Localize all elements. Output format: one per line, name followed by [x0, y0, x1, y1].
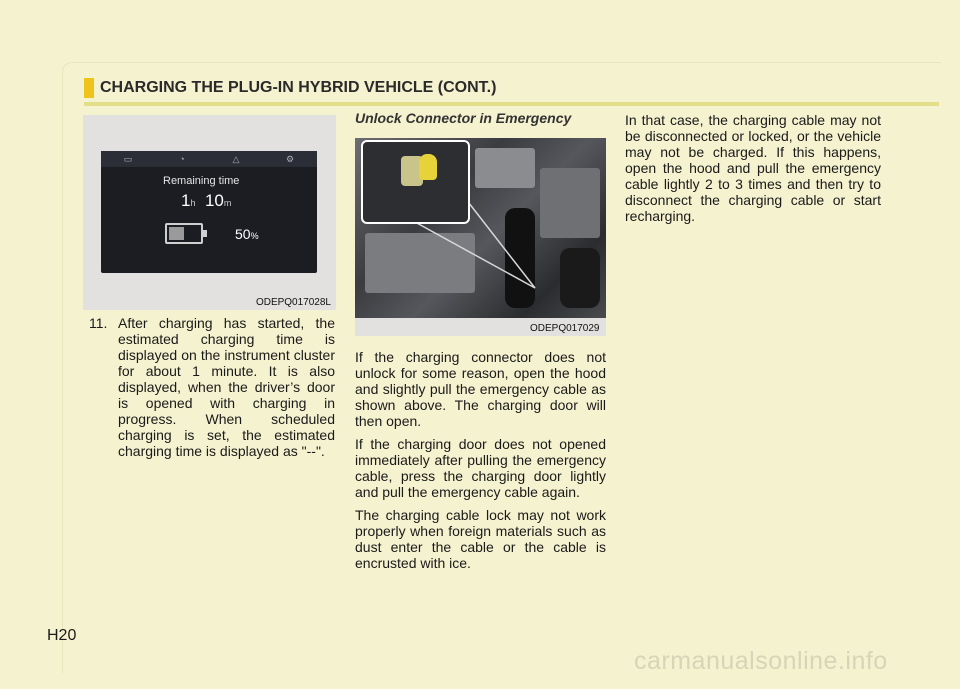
- engine-bay-figure: [355, 138, 606, 336]
- battery-icon: [165, 223, 203, 244]
- page-number: H20: [47, 627, 77, 644]
- cluster-icon-bar: [101, 151, 317, 167]
- gauge-icon: ◔: [179, 154, 185, 164]
- figure-code: ODEPQ017029: [527, 322, 603, 335]
- hand-icon: [419, 154, 437, 180]
- zoom-inset: [361, 140, 470, 224]
- hours-unit: h: [190, 198, 196, 208]
- list-text: After charging has started, the estimated charging time is displayed on the instrument cluster for about 1 minute. It is also displayed, when the driver’s door is opened with charging in progress. When scheduled charging is set, the estimated charging time is displayed as "--".: [118, 315, 335, 459]
- battery-level-fill: [169, 227, 184, 240]
- instrument-cluster-figure: [83, 115, 336, 310]
- section-header: [84, 78, 524, 98]
- list-number: 11.: [89, 315, 108, 331]
- paragraph: If the charging door does not opened immediately after pulling the emergency cable, press the charging door lightly and pull the emergency cable again.: [355, 436, 606, 500]
- header-accent-block: [84, 78, 94, 98]
- column-2: [355, 349, 606, 578]
- battery-tip: [203, 230, 207, 237]
- minutes-unit: m: [223, 198, 232, 208]
- paragraph: In that case, the charging cable may not be disconnected or locked, or the vehicle may not be charged. If this happens, open the hood and pull the emergency cable lightly 2 to 3 times and then try to disconnect the charging cable or start recharging.: [625, 112, 881, 224]
- road-icon: △: [232, 154, 240, 164]
- paragraph: The charging cable lock may not work properly when foreign materials such as dust enter the cable or the cable is encrusted with ice.: [355, 507, 606, 571]
- remaining-time-value: [181, 191, 231, 211]
- cluster-display: [101, 151, 317, 273]
- minutes-value: 10: [204, 191, 224, 210]
- column-1: [89, 315, 335, 459]
- section-heading: Unlock Connector in Emergency: [355, 110, 572, 126]
- header-underline: [84, 102, 939, 106]
- gear-icon: ⚙: [285, 154, 295, 164]
- hours-value: 1: [181, 191, 191, 210]
- list-item: [89, 315, 335, 459]
- engine-illustration: [355, 138, 606, 318]
- figure-code: ODEPQ017028L: [253, 296, 334, 309]
- battery-percent: [235, 226, 259, 242]
- percent-value: 50: [235, 226, 251, 242]
- paragraph: If the charging connector does not unlock for some reason, open the hood and slightly pull the emergency cable as shown above. The charging door will then open.: [355, 349, 606, 429]
- column-3: [625, 112, 881, 231]
- watermark: carmanualsonline.info: [634, 647, 888, 675]
- car-icon: ▭: [123, 154, 133, 164]
- page-title: CHARGING THE PLUG-IN HYBRID VEHICLE (CONT.): [100, 79, 497, 96]
- percent-unit: %: [250, 231, 259, 241]
- remaining-time-label: Remaining time: [163, 175, 240, 187]
